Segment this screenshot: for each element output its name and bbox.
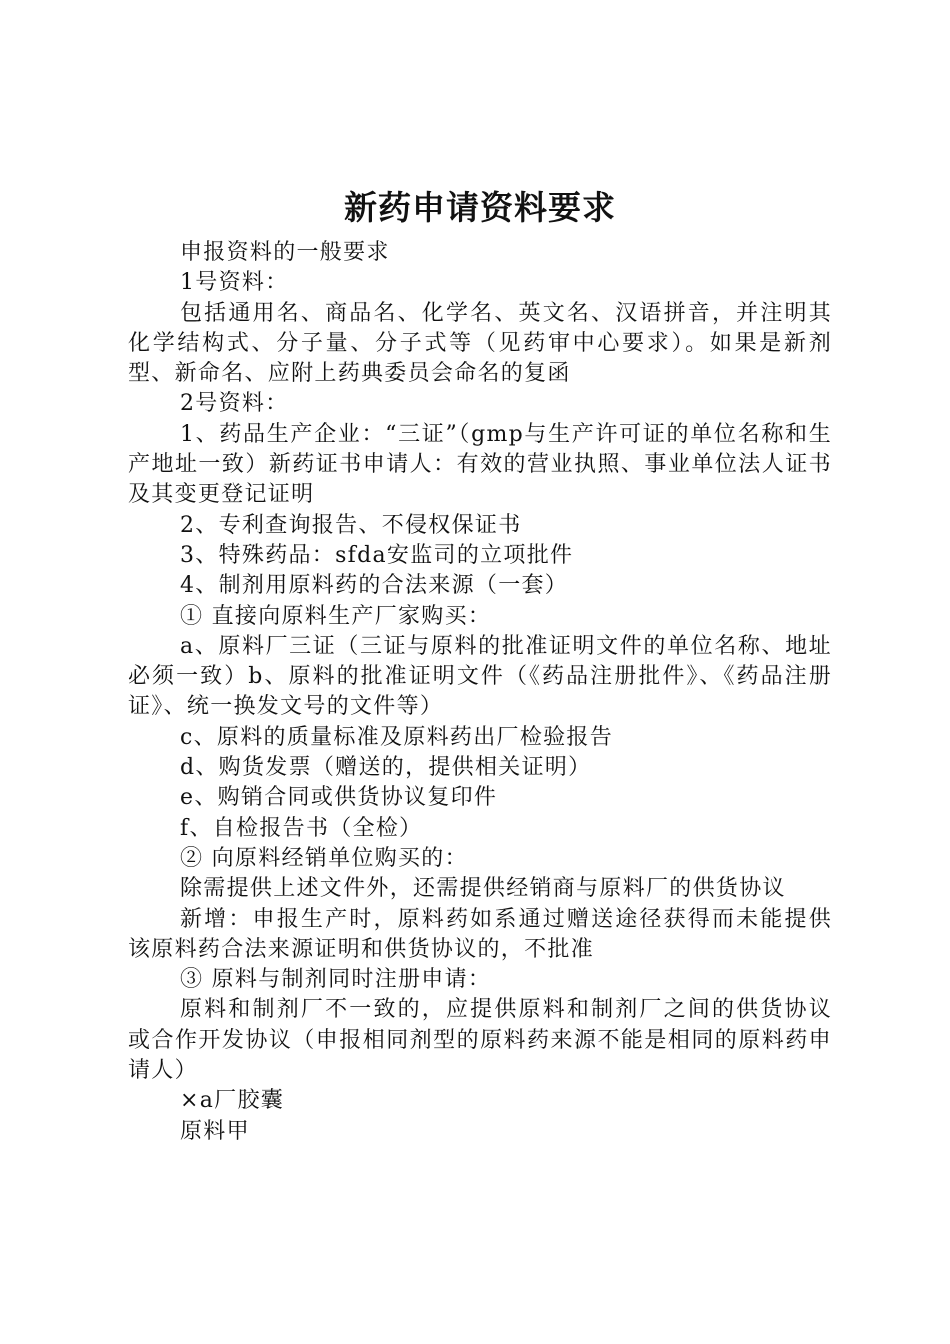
paragraph-point-a-b: a、原料厂三证（三证与原料的批准证明文件的单位名称、地址必须一致）b、原料的批准证明文件（《药品注册批件》、《药品注册证》、统一换发文号的文件等） bbox=[128, 633, 832, 720]
document-title: 新药申请资料要求 bbox=[344, 188, 616, 227]
paragraph-material-1-heading: 1号资料： bbox=[180, 270, 289, 296]
paragraph-general-requirements: 申报资料的一般要求 bbox=[180, 240, 390, 265]
paragraph-material-2-heading: 2号资料： bbox=[180, 391, 289, 417]
paragraph-new-addition: 新增：申报生产时，原料药如系通过赠送途径获得而未能提供该原料药合法来源证明和供货协议的，不批准 bbox=[128, 906, 832, 962]
paragraph-item-1: 1、药品生产企业：“三证”（gmp与生产许可证的单位名称和生产地址一致）新药证书申请人：有效的营业执照、事业单位法人证书及其变更登记证明 bbox=[128, 421, 832, 508]
paragraph-point-f: f、自检报告书（全检） bbox=[180, 815, 423, 841]
paragraph-item-2: 2、专利查询报告、不侵权保证书 bbox=[180, 512, 522, 538]
paragraph-item-4: 4、制剂用原料药的合法来源（一套） bbox=[180, 573, 569, 599]
paragraph-subitem-joint-registration: ③ 原料与制剂同时注册申请： bbox=[180, 967, 492, 993]
paragraph-item-3: 3、特殊药品：sfda安监司的立项批件 bbox=[180, 542, 574, 568]
paragraph-point-d: d、购货发票（赠送的，提供相关证明） bbox=[180, 755, 592, 781]
document-body bbox=[128, 238, 832, 1147]
paragraph-subitem-direct-purchase: ① 直接向原料生产厂家购买： bbox=[180, 603, 492, 629]
paragraph-point-c: c、原料的质量标准及原料药出厂检验报告 bbox=[180, 724, 614, 750]
paragraph-material-1-content: 包括通用名、商品名、化学名、英文名、汉语拼音，并注明其化学结构式、分子量、分子式等（见药审中心要求）。如果是新剂型、新命名、应附上药典委员会命名的复函 bbox=[128, 300, 832, 387]
paragraph-joint-registration-requirement: 原料和制剂厂不一致的，应提供原料和制剂厂之间的供货协议或合作开发协议（申报相同剂型的原料药来源不能是相同的原料药申请人） bbox=[128, 997, 832, 1084]
paragraph-example-material: 原料甲 bbox=[180, 1118, 250, 1144]
document-page bbox=[128, 184, 832, 1147]
paragraph-distributor-requirement: 除需提供上述文件外，还需提供经销商与原料厂的供货协议 bbox=[180, 876, 786, 902]
paragraph-example-capsule: ×a厂胶囊 bbox=[180, 1088, 285, 1114]
paragraph-point-e: e、购销合同或供货协议复印件 bbox=[180, 785, 498, 811]
paragraph-subitem-distributor-purchase: ② 向原料经销单位购买的： bbox=[180, 845, 468, 871]
